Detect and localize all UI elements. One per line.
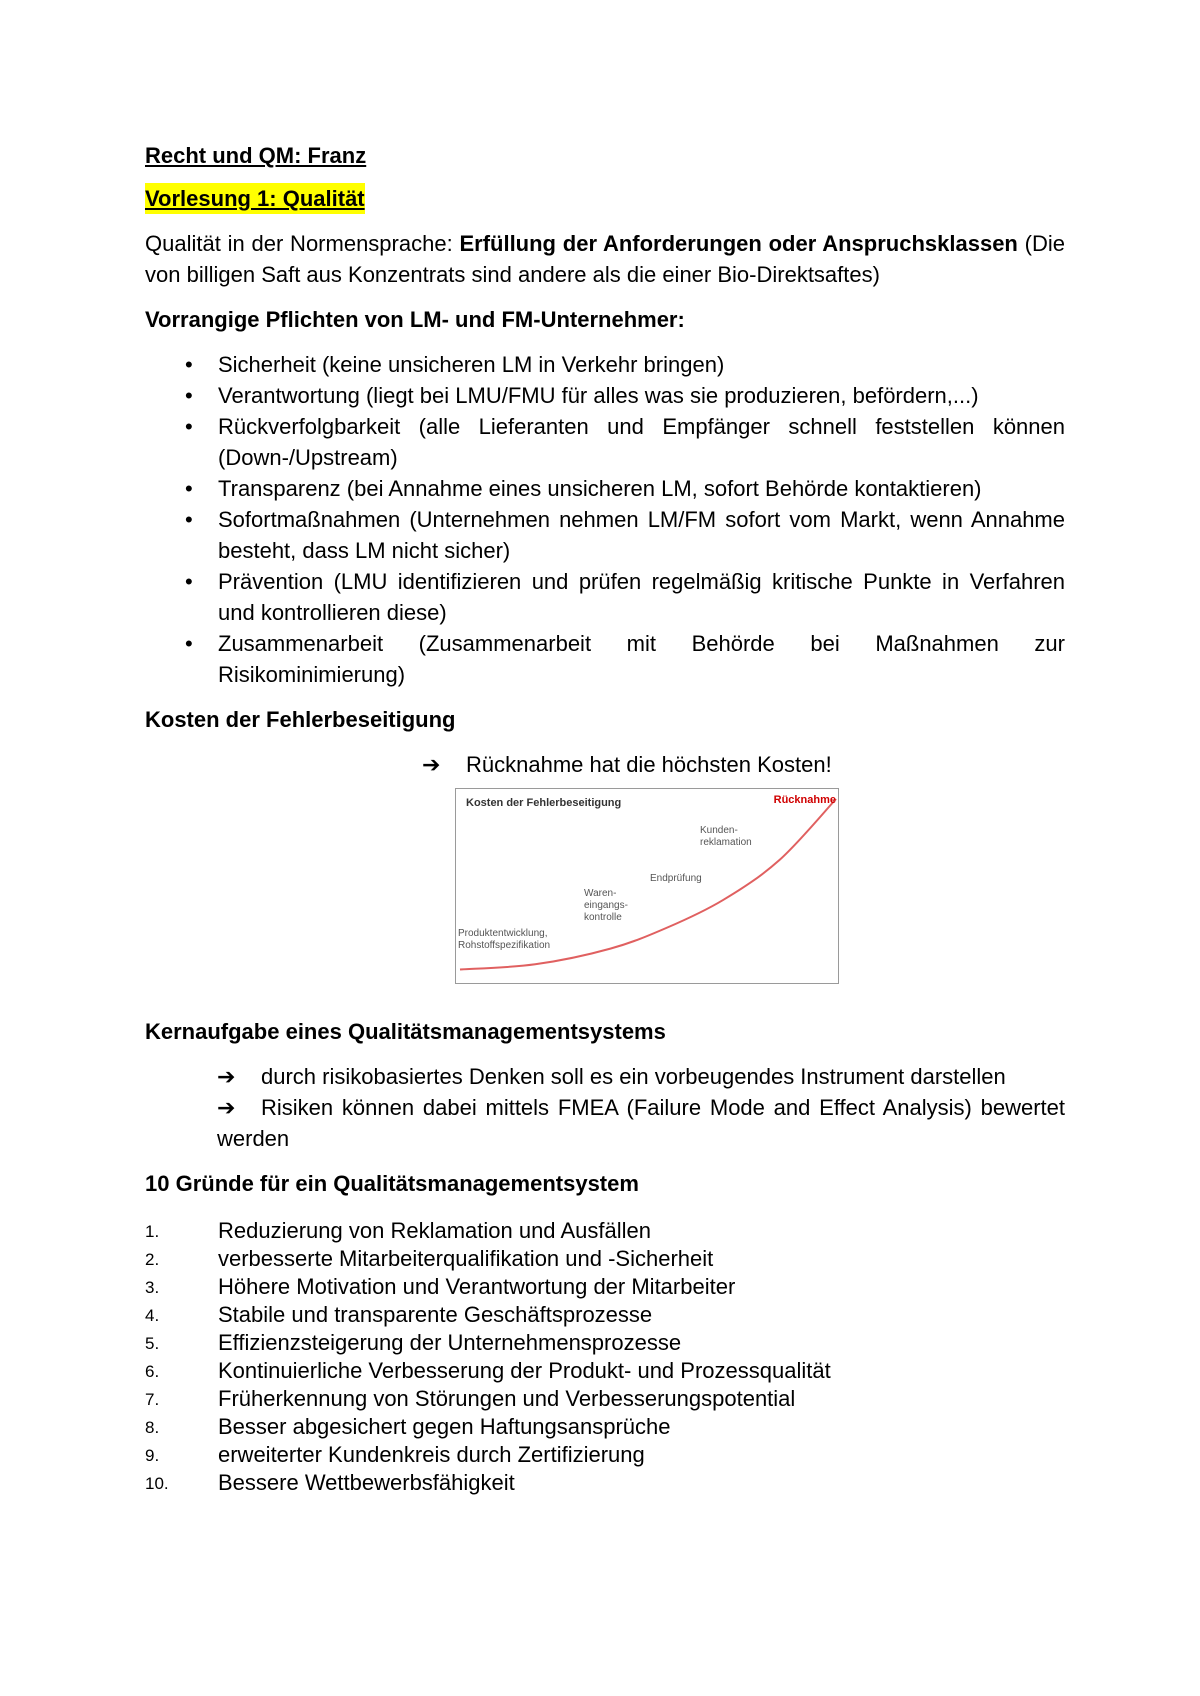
bullet-icon: • [185,352,193,377]
label-kundenreklamation-2: reklamation [700,837,752,848]
cost-chart-svg [456,789,840,985]
core-heading: Kernaufgabe eines Qualitätsmanagementsystems [145,1019,666,1044]
label-ruecknahme: Rücknahme [773,794,836,806]
list-item-text: Sicherheit (keine unsicheren LM in Verkehr bringen) [218,352,725,377]
list-number: 10. [145,1474,169,1493]
intro-paragraph [145,228,1065,290]
list-number: 6. [145,1362,160,1381]
list-number: 3. [145,1278,160,1297]
list-item-text: Verantwortung (liegt bei LMU/FMU für alles was sie produzieren, befördern,...) [218,383,979,408]
lecture-heading: Vorlesung 1: Qualität [145,183,365,214]
reasons-list [145,1217,1065,1497]
list-item-text: Bessere Wettbewerbsfähigkeit [218,1470,515,1495]
list-item [145,1385,1065,1413]
label-produktentwicklung-2: Rohstoffspezifikation [458,940,551,951]
list-item [145,1273,1065,1301]
list-item-text: Besser abgesichert gegen Haftungsansprüche [218,1414,671,1439]
list-item-text: Transparenz (bei Annahme eines unsicheren LM, sofort Behörde kontaktieren) [218,476,982,501]
list-number: 1. [145,1222,160,1241]
list-item [145,1357,1065,1385]
list-item-text: Effizienzsteigerung der Unternehmensprozesse [218,1330,682,1355]
list-item [145,1469,1065,1497]
core-block [145,1061,1065,1154]
list-item [145,566,1065,628]
list-item [145,628,1065,690]
list-item-text: Stabile und transparente Geschäftsprozesse [218,1302,653,1327]
list-item-text: Reduzierung von Reklamation und Ausfällen [218,1218,651,1243]
cost-chart [455,788,839,984]
list-item [145,1413,1065,1441]
list-item [145,411,1065,473]
right-arrow-icon: ➔ [217,1064,236,1089]
list-item [145,1329,1065,1357]
list-item-text: Rückverfolgbarkeit (alle Lieferanten und Empfänger schnell feststellen können (Down-/Upstream) [218,414,1065,470]
list-item-text: verbesserte Mitarbeiterqualifikation und -Sicherheit [218,1246,714,1271]
chart-title: Kosten der Fehlerbeseitigung [466,797,622,809]
label-produktentwicklung-1: Produktentwicklung, [458,928,548,939]
label-wareneingang-1: Waren- [584,888,617,899]
intro-text-2: (Die von billigen Saft aus Konzentrats sind andere als die einer Bio-Direktsaftes) [145,231,1065,287]
list-item-text: Höhere Motivation und Verantwortung der Mitarbeiter [218,1274,736,1299]
list-item [145,1245,1065,1273]
duties-list [145,349,1065,690]
bullet-icon: • [185,569,193,594]
document-title: Recht und QM: Franz [145,143,367,168]
list-item [145,380,1065,411]
list-item [145,504,1065,566]
list-item [145,473,1065,504]
bullet-icon: • [185,383,193,408]
list-item-text: Prävention (LMU identifizieren und prüfen regelmäßig kritische Punkte in Verfahren und kontrollieren diese) [218,569,1065,625]
list-number: 7. [145,1390,160,1409]
reasons-heading: 10 Gründe für ein Qualitätsmanagementsystem [145,1171,639,1196]
bullet-icon: • [185,414,193,439]
right-arrow-icon: ➔ [217,1095,236,1120]
label-endpruefung: Endprüfung [650,873,702,884]
label-wareneingang-2: eingangs- [584,900,628,911]
list-number: 4. [145,1306,160,1325]
bullet-icon: • [185,631,193,656]
core-line-2 [145,1092,1065,1154]
list-item-text: Kontinuierliche Verbesserung der Produkt- und Prozessqualität [218,1358,831,1383]
list-item [145,1217,1065,1245]
list-item [145,349,1065,380]
list-item-text: Sofortmaßnahmen (Unternehmen nehmen LM/FM sofort vom Markt, wenn Annahme besteht, dass LM nicht sicher) [218,507,1065,563]
bullet-icon: • [185,507,193,532]
list-number: 9. [145,1446,160,1465]
costs-arrow-text: Rücknahme hat die höchsten Kosten! [466,752,832,777]
costs-arrow-line [145,749,1065,780]
label-wareneingang-3: kontrolle [584,912,622,923]
intro-text-1: Qualität in der Normensprache: [145,231,460,256]
list-number: 5. [145,1334,160,1353]
bullet-icon: • [185,476,193,501]
list-item [145,1301,1065,1329]
list-number: 2. [145,1250,160,1269]
list-item-text: erweiterter Kundenkreis durch Zertifizierung [218,1442,645,1467]
core-line-1 [145,1061,1065,1092]
duties-heading: Vorrangige Pflichten von LM- und FM-Unternehmer: [145,307,685,332]
list-item-text: Früherkennung von Störungen und Verbesserungspotential [218,1386,796,1411]
right-arrow-icon: ➔ [422,752,441,777]
core-line-1-text: durch risikobasiertes Denken soll es ein vorbeugendes Instrument darstellen [261,1064,1006,1089]
list-item [145,1441,1065,1469]
label-kundenreklamation-1: Kunden- [700,825,738,836]
intro-bold: Erfüllung der Anforderungen oder Anspruchsklassen [459,231,1018,256]
list-item-text: Zusammenarbeit (Zusammenarbeit mit Behörde bei Maßnahmen zur Risikominimierung) [218,631,1065,687]
list-number: 8. [145,1418,160,1437]
costs-heading: Kosten der Fehlerbeseitigung [145,707,456,732]
document-page [145,140,1065,1497]
core-line-2-text: Risiken können dabei mittels FMEA (Failure Mode and Effect Analysis) bewertet werden [217,1095,1065,1151]
